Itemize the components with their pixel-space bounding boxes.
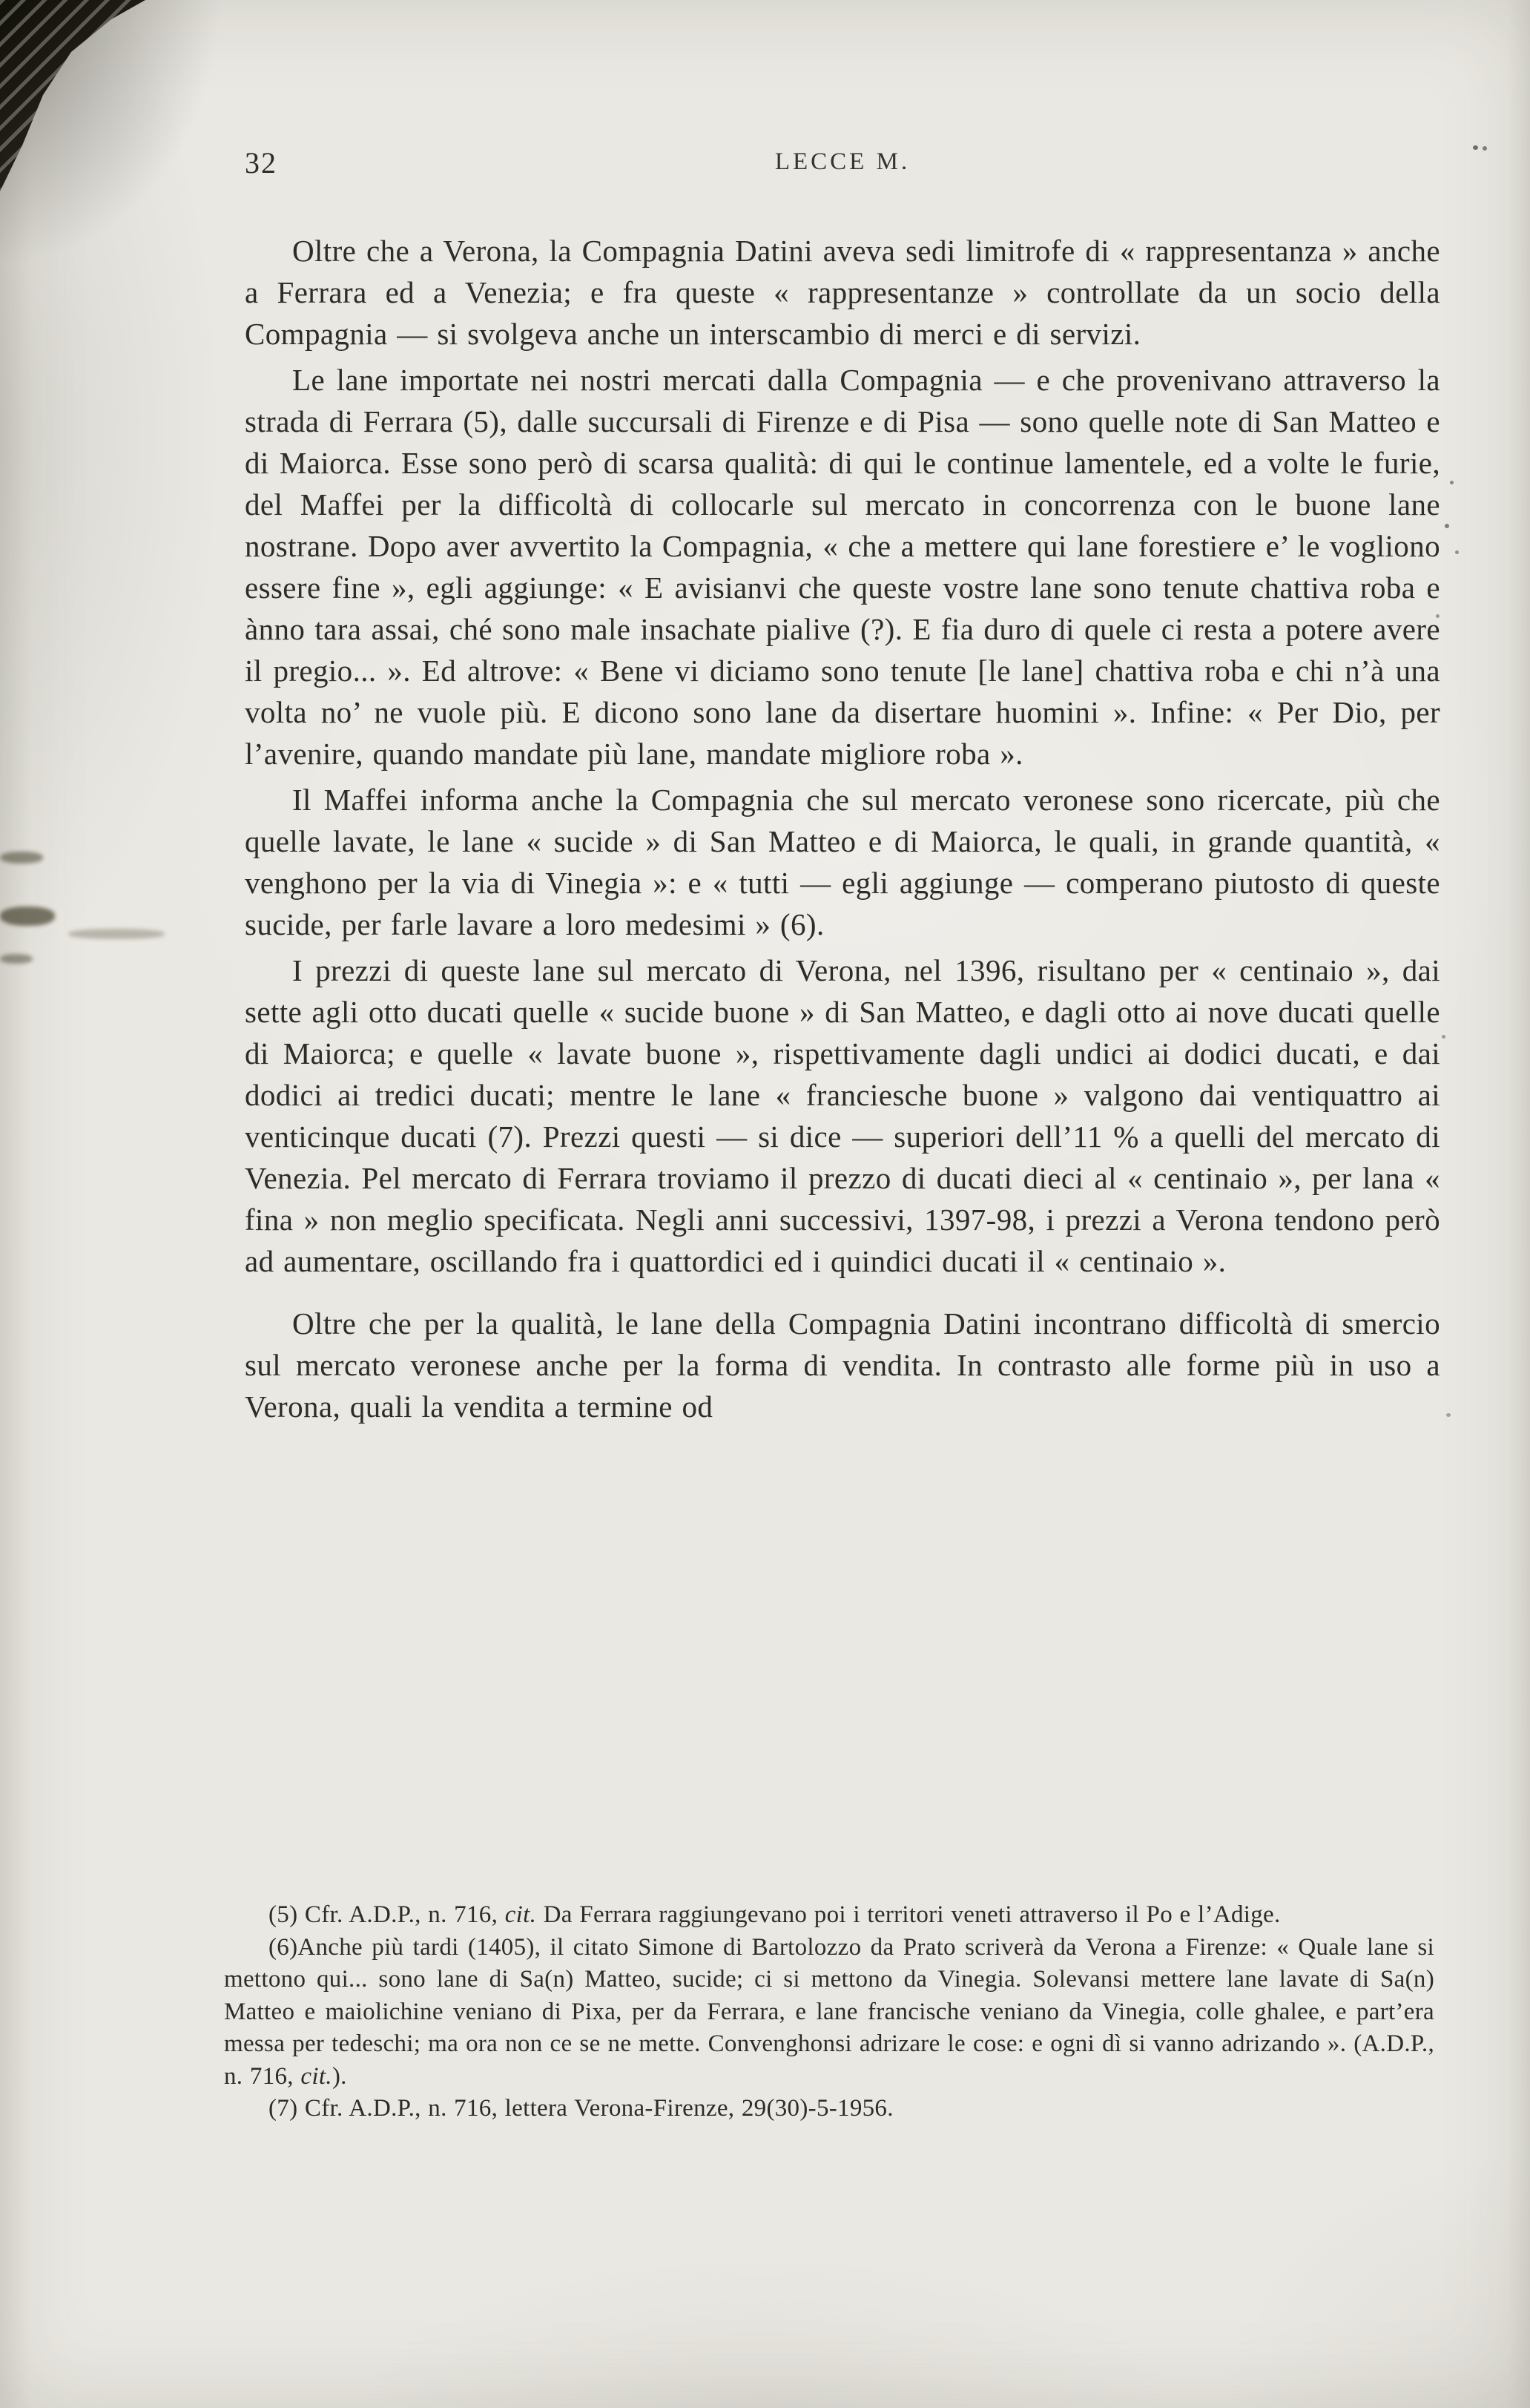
paragraph: I prezzi di queste lane sul mercato di Verona, nel 1396, risultano per « centinaio », dai sette agli otto ducati quelle « sucide buone » di San Matteo, e dagli otto ai nove ducati quelle di Maiorca; e quelle « lavate buone », rispettivamente dagli undici ai dodici ducati, e dai dodici ai tredici ducati; mentre le lane « franciesche buone » valgono dai ventiquattro ai venticinque ducati (7). Prezzi questi — si dice — superiori dell’11 % a quelli del mercato di Venezia. Pel mercato di Ferrara troviamo il prezzo di ducati dieci al « centinaio », per lana « fina » non meglio specificata. Negli anni successivi, 1397-98, i prezzi a Verona tendono però ad aumentare, oscillando fra i quattordici ed i quindici ducati il « centinaio ». (245, 953, 1440, 1278)
page-header (245, 142, 1440, 181)
ink-speck-artifact (1445, 524, 1449, 528)
paragraph: Il Maffei informa anche la Compagnia che sul mercato veronese sono ricercate, più che quelle lavate, le lane « sucide » di San Matteo e di Maiorca, le quali, in grande quantità, « venghono per la via di Vinegia »: e « tutti — egli aggiunge — comperano piutosto di queste sucide, per farle lavare a loro medesimi » (6). (245, 783, 1440, 941)
running-header: LECCE M. (774, 148, 911, 175)
edge-smudge-artifact (0, 907, 55, 926)
page-number: 32 (245, 146, 277, 180)
ink-speck-artifact (1483, 146, 1487, 151)
footnotes (224, 1899, 1434, 2125)
ink-speck-artifact (1442, 1035, 1445, 1039)
paragraph: Oltre che per la qualità, le lane della Compagnia Datini incontrano difficoltà di smercio sul mercato veronese anche per la forma di vendita. In contrasto alle forme più in uso a Verona, quali la vendita a termine od (245, 1306, 1440, 1424)
ink-speck-artifact (1473, 145, 1478, 150)
paragraph: Oltre che a Verona, la Compagnia Datini aveva sedi limitrofe di « rappresentanza » anche a Ferrara ed a Venezia; e fra queste « rappresentanze » controllate da un socio della Compagnia — si svolgeva anche un interscambio di merci e di servizi. (245, 234, 1440, 351)
ink-speck-artifact (1446, 1413, 1451, 1417)
footnote: (5) Cfr. A.D.P., n. 716, cit. Da Ferrara raggiungevano poi i territori veneti attraverso il Po e l’Adige. (268, 1901, 1281, 1928)
edge-smudge-artifact (0, 852, 43, 863)
edge-smudge-artifact (0, 954, 33, 964)
footnote: (6)Anche più tardi (1405), il citato Simone di Bartolozzo da Prato scriverà da Verona a Firenze: « Quale lane si mettono qui... sono lane di Sa(n) Matteo, sucide; ci si mettono da Vinegia. Solevansi mettere lane lavate di Sa(n) Matteo e maiolichine veniano di Pixa, per da Ferrara, e lane francische veniano da Vinegia, colle ghalee, e part’era messa per tedeschi; ma ora non ce se ne mette. Convenghonsi adrizare le cose: e ogni dì si vanno adrizando ». (A.D.P., n. 716, cit.). (224, 1933, 1434, 2090)
paragraph: Le lane importate nei nostri mercati dalla Compagnia — e che provenivano attraverso la strada di Ferrara (5), dalle succursali di Firenze e di Pisa — sono quelle note di San Matteo e di Maiorca. Esse sono però di scarsa qualità: di qui le continue lamentele, ed a volte le furie, del Maffei per la difficoltà di collocarle sul mercato in concorrenza con le buone lane nostrane. Dopo aver avvertito la Compagnia, « che a mettere qui lane forestiere e’ le vogliono essere fine », egli aggiunge: « E avisianvi che queste vostre lane sono tenute chattiva roba e ànno tara assai, ché sono male insachate pialive (?). E fia duro di quele ci resta a potere avere il pregio... ». Ed altrove: « Bene vi diciamo sono tenute [le lane] chattiva roba e chi n’à una volta no’ ne vuole più. E dicono sono lane da disertare huomini ». Infine: « Per Dio, per l’avenire, quando mandate più lane, mandate migliore roba ». (245, 363, 1440, 771)
edge-smudge-artifact (68, 929, 165, 939)
ink-speck-artifact (1455, 550, 1459, 554)
footnote: (7) Cfr. A.D.P., n. 716, lettera Verona-Firenze, 29(30)-5-1956. (268, 2095, 894, 2122)
ink-speck-artifact (1450, 481, 1454, 484)
body-text (245, 230, 1440, 1432)
